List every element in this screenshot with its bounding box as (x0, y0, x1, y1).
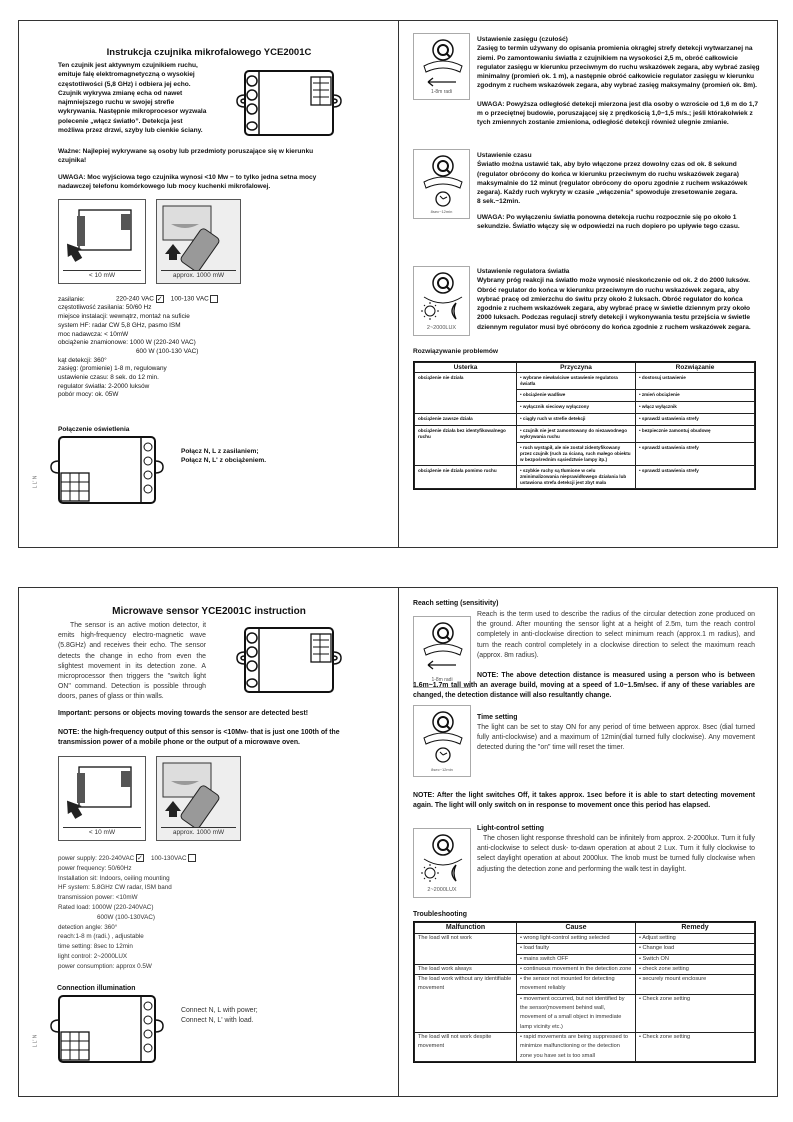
remedy-cell: • check zone setting (636, 964, 755, 974)
time-note: NOTE: After the light switches Off, it takes approx. 1sec before it is able to start detecting movement again. The light will only switch on in response to movement once this period has elapsed. (413, 792, 755, 810)
malfunction-cell: obciążenie nie działa (415, 373, 517, 414)
reach-dial-glyph (414, 34, 470, 92)
spec-line: pobór mocy: ok. 05W (58, 391, 119, 399)
spec-line: reach:1-8 m (radi.) , adjustable (58, 933, 144, 941)
spec-line: transmission power: <10mW (58, 894, 138, 902)
remedy-cell: • sprawdź ustawienia strefy (636, 414, 755, 426)
remedy-cell: • securely mount enclosure (636, 975, 755, 995)
phone-microwave-image (156, 756, 241, 841)
image-caption: approx. 1000 mW (161, 270, 236, 280)
spec-line: moc nadawcza: < 10mW (58, 330, 129, 338)
sensor-arrow-illustration (59, 757, 145, 827)
remedy-cell: • sprawdź ustawienia strefy (636, 443, 755, 466)
cause-cell: • wyłącznik sieciowy wyłączony (517, 402, 636, 414)
time-text: The light can be set to stay ON for any period of time between approx. 8sec (dial turned fully anti-clockwise) and a maximum of 12min(dial turned fully clockwise). Any movement detected during the "on" time will reset the timer. (477, 724, 755, 752)
remedy-cell: • dostosuj ustawienie (636, 373, 755, 390)
intro-paragraph: The sensor is an active motion detector, it emits high-frequency electro-magnetic wave (5.8GHz) and receives their echo. The sensor detects the change in echo from even the slightest movement in its detection zone. A microprocessor then triggers the "switch light ON" command. Detection is possible through doors, panes of glass or thin walls. (58, 622, 206, 701)
cause-cell: • rapid movements are being suppressed to minimize malfunctioning or the detection zone you have set is too small (517, 1032, 636, 1061)
power-note: NOTE: the high-frequency output of this sensor is <10Mw- that is just one 100th of the transmission power of a mobile phone or the output of a microwave oven. (58, 729, 340, 747)
checkbox-220-240[interactable]: ✓ (137, 855, 143, 863)
time-title: Ustawienie czasu (477, 152, 532, 159)
table-header-row (415, 363, 755, 373)
sensor-power-image (58, 756, 146, 841)
english-instruction-sheet (18, 587, 778, 1097)
polish-right-page (399, 21, 777, 547)
column-header: Malfunction (415, 923, 517, 934)
spec-line: regulator światła: 2-2000 luksów (58, 382, 150, 390)
time-section (477, 151, 762, 231)
malfunction-cell: The load will not work despite movement (415, 1032, 517, 1061)
wiring-diagram-drawing (45, 435, 169, 507)
table-row (415, 466, 755, 489)
time-range: 8 sek.~12min. (477, 198, 521, 206)
phone-microwave-illustration (157, 200, 240, 270)
malfunction-cell: obciążenie nie działa pomimo ruchu (415, 466, 517, 489)
malfunction-cell: The load work without any identifiable movement (415, 975, 517, 1033)
column-header: Przyczyna (517, 363, 636, 373)
spec-line: power consumption: approx 0.5W (58, 962, 152, 970)
light-text: Wybrany próg reakcji na światło może wynosić nieskończenie od ok. 2 do 2000 luksów. Obróć regulator do końca w kierunku przeciwnym do ruchu wskazówek zegara, aby wybrać pracę od zmierzchu do świtu przy około 2 luksach. Obróć regulator do końca zgodnie z ruchem wskazówek zegara, aby wybrać pracę w świetle dziennym przy około 2000 luksach. Podczas regulacji strefy detekcji i wykonywania testu przejścia w świetle dziennym regulator musi być obrócony do końca zgodnie z ruchem wskazówek zegara. (477, 277, 751, 331)
timer-dial-glyph (414, 706, 470, 764)
specifications (58, 295, 358, 400)
spec-line: system HF: radar CW 5,8 GHz, pasmo ISM (58, 321, 181, 329)
remedy-cell: • Check zone setting (636, 1032, 755, 1061)
troubleshooting-title: Rozwiązywanie problemów (413, 348, 499, 355)
cause-cell: • movement occurred, but not identified by the sensor(movement behind wall, movement of a small object in immediate lamp vicinity etc.) (517, 994, 636, 1032)
sensor-device-drawing (233, 626, 345, 694)
spec-power-supply: zasilanie: 220-240 VAC ✓ 100-130 VAC (58, 295, 358, 304)
cause-cell: • the sensor not mounted for detecting movement reliably (517, 975, 636, 995)
column-header: Remedy (636, 923, 755, 934)
cause-cell: • czujnik nie jest zamontowany do niezawodnego wykrywania ruchu (517, 426, 636, 443)
remedy-cell: • Adjust setting (636, 934, 755, 944)
remedy-cell: • bezpiecznie zamontuj obudowę (636, 426, 755, 443)
spec-line: light control: 2~2000LUX (58, 952, 128, 960)
troubleshooting-table (413, 921, 756, 1063)
cause-cell: • mains switch OFF (517, 954, 636, 964)
spec-line: zasięg: (promienie) 1-8 m, regulowany (58, 365, 167, 373)
specifications (58, 854, 358, 972)
light-dial-icon: 2~2000LUX (413, 266, 470, 336)
troubleshooting-title: Troubleshooting (413, 911, 467, 918)
cause-cell: • ciągły ruch w strefie detekcji (517, 414, 636, 426)
reach-section (477, 35, 762, 128)
light-sun-moon-glyph (414, 829, 470, 887)
time-dial-icon: 8sec~12min (413, 149, 470, 219)
remedy-cell: • włącz wyłącznik (636, 402, 755, 414)
sensor-device-drawing (233, 626, 345, 699)
light-dial-icon: 2~2000LUX (413, 828, 471, 898)
image-caption: approx. 1000 mW (161, 827, 236, 837)
reach-title: Reach setting (sensitivity) (413, 600, 499, 607)
light-sun-moon-glyph (414, 267, 470, 325)
light-section (477, 267, 762, 332)
cause-cell: • continuous movement in the detection zone (517, 964, 636, 974)
wiring-diagram (45, 994, 169, 1071)
spec-line: miejsce instalacji: wewnątrz, montaż na suficie (58, 313, 190, 321)
spec-line: HF system: 5.8GHz CW radar, ISM band (58, 884, 172, 892)
important-note: Important: persons or objects moving towards the sensor are detected best! (58, 710, 309, 717)
connection-title: Connection illumination (57, 985, 136, 992)
reach-dial-icon: 1-8m radi (413, 33, 470, 100)
reach-text: Zasięg to termin używany do opisania promienia okrągłej strefy detekcji wytwarzanej na ziemi. Po zamontowaniu światła z czujnikiem na wysokości 2,5 m, obróć całkowicie regulator zasięgu w kierunku przeciwnym do ruchu wskazówek zegara, aby wybrać zasięg minimalny (promień ok. 1 m), a następnie obróć całkowicie regulator zasięgu w kierunku zgodnym z ruchem wskazówek zegara, aby wybrać zasięg maksymalny (promień ok. 8m). (477, 45, 760, 90)
cause-cell: • load faulty (517, 944, 636, 954)
reach-title: Ustawienie zasięgu (czułość) (477, 36, 568, 43)
image-caption: < 10 mW (63, 270, 141, 280)
polish-left-page (19, 21, 399, 547)
time-note: UWAGA: Po wyłączeniu światła ponowna detekcja ruchu rozpocznie się po około 1 sekundzie. Światło włączy się w odpowiedzi na ruch dopiero po upływie tego czasu. (477, 213, 740, 231)
table-row (415, 426, 755, 443)
connection-instructions: Connect N, L with power; Connect N, L' with load. (181, 1007, 258, 1025)
timer-dial-glyph (414, 150, 470, 208)
reach-text: Reach is the term used to describe the radius of the circular detection zone produced on the ground. After mounting the sensor light at a height of 2.5m, turn the reach control completely in anti-clockwise direction to select minimum reach (approx.1 m radius), and turn the reach control completely in a clockwise direction to select the maximum reach (approx. 8m radius). (477, 611, 755, 659)
malfunction-cell: obciążenie działa bez identyfikowalnego ruchu (415, 426, 517, 466)
spec-line: 600W (100-130VAC) (97, 913, 155, 921)
malfunction-cell: The load will not work (415, 934, 517, 965)
phone-microwave-image (156, 199, 241, 284)
cause-cell: • szybkie ruchy są tłumione w celu zminimalizowania nieprawidłowego działania lub ustawiona strefa detekcji jest zbyt mała (517, 466, 636, 489)
cause-cell: • obciążenie wadliwe (517, 390, 636, 402)
troubleshooting-grid (414, 362, 755, 489)
power-note: UWAGA: Moc wyjściowa tego czujnika wynosi <10 Mw − to tylko jedna setna mocy nadawczej telefonu komórkowego lub mocy kuchenki mikrofalowej. (58, 174, 317, 191)
sensor-device-drawing (233, 69, 345, 137)
spec-line: power frequency: 50/60Hz (58, 864, 132, 872)
english-right-page (399, 588, 777, 1096)
terminal-labels: L L' N (32, 475, 39, 489)
table-row (415, 975, 755, 995)
table-row (415, 373, 755, 390)
page-title: Instrukcja czujnika mikrofalowego YCE2001C (106, 47, 312, 58)
table-row (415, 1032, 755, 1061)
column-header: Usterka (415, 363, 517, 373)
checkbox-100-130[interactable] (210, 295, 218, 303)
sensor-power-image (58, 199, 146, 284)
remedy-cell: • Switch ON (636, 954, 755, 964)
connection-instructions: Połącz N, L z zasilaniem; Połącz N, L' z obciążeniem. (181, 448, 267, 465)
image-caption: < 10 mW (63, 827, 141, 837)
spec-line: ustawienie czasu: 8 sek. do 12 min. (58, 374, 159, 382)
spec-line: detection angle: 360° (58, 923, 118, 931)
reach-note: NOTE: The above detection distance is measured using a person who is between 1.6m~1.7m tall with an average build, moving at a speed of 1.0~1.5m/sec. if any of these variables are changed, the detection distance will also resultantly change. (413, 672, 755, 700)
light-text: The chosen light response threshold can be infinitely from approx. 2-2000lux. Turn it fully anti-clockwise to select dusk- to-dawn operation at about 2 Lux. Turn it fully clockwise to select daylight operation at about 2000lux. The knob must be turned fully clockwise when adjusting the detection zone and performing the walk test in daylight. (477, 835, 755, 873)
spec-line: time setting: 8sec to 12min (58, 943, 133, 951)
spec-line: kąt detekcji: 360° (58, 356, 107, 364)
intro-paragraph: Ten czujnik jest aktywnym czujnikiem ruchu, emituje falę elektromagnetyczną o wysokiej częstotliwości (5,8 GHz) i odbiera jej echo. Czujnik wykrywa zmianę echa od nawet najmniejszego ruchu w swojej strefie wykrywania. Następnie mikroprocesor wyzwala polecenie „włącz światło”. Detekcja jest możliwa przez drzwi, szyby lub cienkie ściany. (58, 62, 207, 135)
reach-note: UWAGA: Powyższa odległość detekcji mierzona jest dla osoby o wzroście od 1,6 m do 1,7 m o przeciętnej budowie, poruszającej się z prędkością 1,0−1,5 m/s.; jeśli którakolwiek z tych zmiennych zostanie zmieniona, odległość detekcji również ulegnie zmianie. (477, 100, 759, 127)
table-header-row (415, 923, 755, 934)
checkbox-220-240[interactable]: ✓ (156, 296, 163, 303)
column-header: Rozwiązanie (636, 363, 755, 373)
table-row (415, 414, 755, 426)
cause-cell: • wrong light-control setting selected (517, 934, 636, 944)
sensor-device-drawing (233, 69, 345, 142)
checkbox-100-130[interactable] (188, 854, 196, 862)
time-text: Światło można ustawić tak, aby było włączone przez dowolny czas od ok. 8 sekund (regulator obrócony do końca w kierunku przeciwnym do ruchu wskazówek zegara) maksymalnie do 12 minut (regulator obrócony do oporu zgodnie z ruchem wskazówek zegara). Każdy ruch wykryty w czasie „włączenia” spowoduje zresetowanie zegara. (477, 161, 748, 197)
phone-microwave-illustration (157, 757, 240, 827)
reach-dial-icon: 1-8m radi (413, 616, 471, 688)
remedy-cell: • sprawdź ustawienia strefy (636, 466, 755, 489)
wiring-diagram-drawing (45, 994, 169, 1066)
spec-line: Installation sit: Indoors, ceiling mounting (58, 874, 170, 882)
time-title: Time setting (477, 714, 518, 721)
terminal-labels: L L' N (32, 1034, 39, 1048)
remedy-cell: • zmień obciążenie (636, 390, 755, 402)
troubleshooting-grid (414, 922, 755, 1062)
troubleshooting-table (413, 361, 756, 490)
malfunction-cell: The load work always (415, 964, 517, 974)
table-row (415, 934, 755, 944)
time-dial-icon: 8sec~12min (413, 705, 471, 777)
remedy-cell: • Change load (636, 944, 755, 954)
important-note: Ważne: Najlepiej wykrywane są osoby lub przedmioty poruszające się w kierunku czujnika! (58, 148, 314, 165)
light-title: Light-control setting (477, 825, 544, 832)
cause-cell: • ruch wystąpił, ale nie został zidentyfikowany przez czujnik (ruch za ścianą, ruch małego obiektu w bezpośrednim sąsiedztwie lampy itp.) (517, 443, 636, 466)
sensor-arrow-illustration (59, 200, 145, 270)
wiring-diagram (45, 435, 169, 512)
spec-line: obciążenie znamionowe: 1000 W (220-240 VAC) (58, 339, 196, 347)
cause-cell: • wybrane niewłaściwe ustawienie regulatora światła (517, 373, 636, 390)
remedy-cell: • Check zone setting (636, 994, 755, 1032)
malfunction-cell: obciążenie zawsze działa (415, 414, 517, 426)
spec-line: 600 W (100-130 VAC) (136, 347, 199, 355)
page-title: Microwave sensor YCE2001C instruction (112, 606, 306, 617)
spec-power-supply: power supply: 220-240VAC ✓ 100-130VAC (58, 854, 358, 864)
polish-instruction-sheet (18, 20, 778, 548)
column-header: Cause (517, 923, 636, 934)
spec-line: Rated load: 1000W (220-240VAC) (58, 903, 154, 911)
reach-dial-glyph (414, 617, 470, 675)
spec-line: częstotliwość zasilania: 50/60 Hz (58, 304, 152, 312)
english-left-page (19, 588, 399, 1096)
table-row (415, 964, 755, 974)
connection-title: Połączenie oświetlenia (58, 426, 130, 433)
light-title: Ustawienie regulatora światła (477, 268, 570, 275)
